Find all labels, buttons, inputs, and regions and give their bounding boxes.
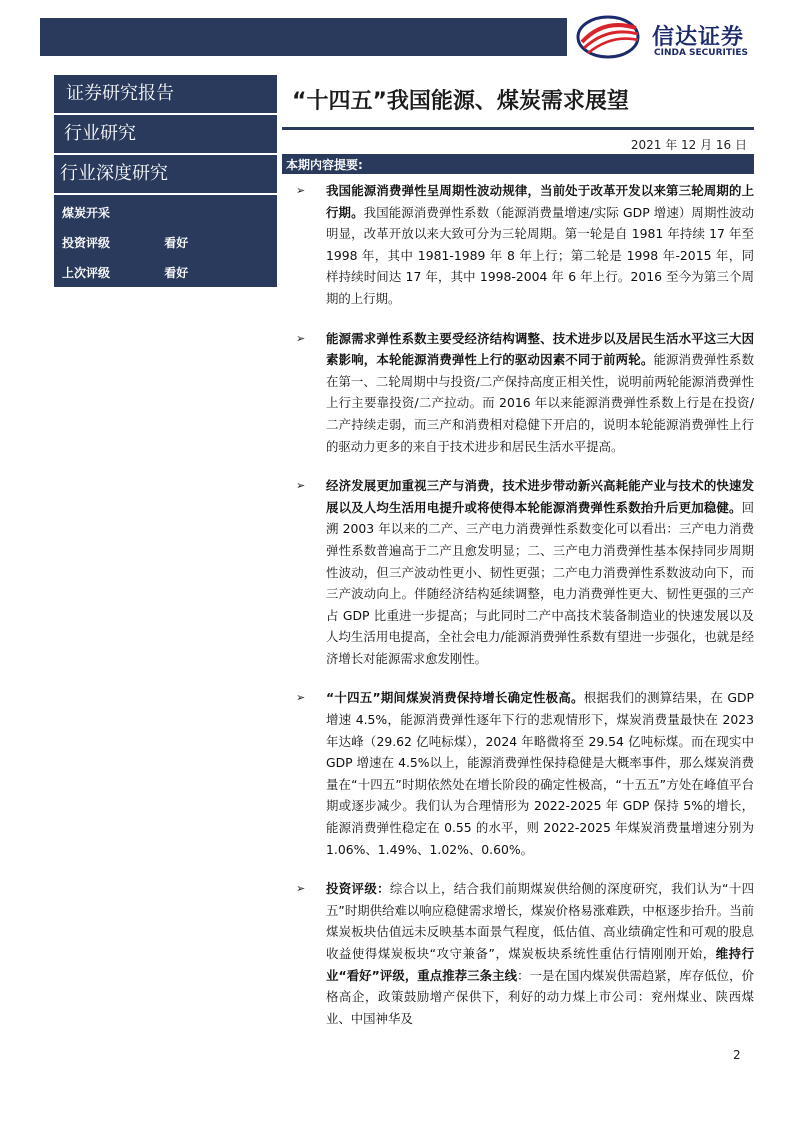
bullet-text: 综合以上，结合我们前期煤炭供给侧的深度研究，我们认为“十四五”时期供给难以响应稳健需求增长，煤炭价格易涨难跌，中枢逐步抬升。当前煤炭板块估值远未反映基本面景气程度，低估值、高业绩确定性和可观的股息收益使得煤炭板块“攻守兼备”，煤炭板块系统性重估行情刚刚开始， — [326, 881, 755, 961]
section-header — [282, 154, 754, 174]
rating-label: 投资评级 — [62, 236, 111, 250]
bullet-text-tail: ：一是在国内煤炭供需趋紧，库存低位，价格高企，政策鼓励增产保供下，利好的动力煤上市公司：兖州煤业、陕西煤业、中国神华及 — [326, 967, 755, 1026]
header-banner — [40, 18, 567, 56]
bullet-bold: 能源需求弹性系数主要受经济结构调整、技术进步以及居民生活水平这三大因素影响，本轮能源消费弹性上行的驱动因素不同于前两轮。 — [326, 330, 754, 368]
bullet-text: 能源消费弹性系数在第一、二轮周期中与投资/二产保持高度正相关性，说明前两轮能源消费弹性上行主要靠投资/二产拉动。而 2016 年以来能源消费弹性系数上行是在投资/二产持续走弱，而三产和消费相对稳健下开启的，说明本轮能源消费弹性上行的驱动力更多的来自于技术进步和居民生活水平提高。 — [326, 352, 755, 454]
summary-bullet — [286, 328, 754, 458]
report-date: 2021 年 12 月 16 日 — [630, 138, 747, 152]
subcategory-box: 行业深度研究 — [54, 155, 277, 193]
bullet-bold-inline: 维持行业“看好”评级，重点推荐三条主线 — [326, 946, 755, 983]
bullet-text: 回溯 2003 年以来的二产、三产电力消费弹性系数变化可以看出：三产电力消费弹性系数普遍高于二产且愈发明显；二、三产电力消费弹性基本保持同步周期性波动，但三产波动性更小、韧性更强；二产电力消费弹性系数波动向下，而三产波动向上。伴随经济结构延续调整，电力消费弹性更大、韧性更强的三产占 GDP 比重进一步提高；与此同时二产中高技术装备制造业的快速发展以及人均生活用电提高，全社会电力/能源消费弹性系数有望进一步强化，也就是经济增长对能源需求愈发刚性。 — [326, 499, 754, 666]
report-title: “十四五”我国能源、煤炭需求展望 — [292, 89, 629, 114]
summary-bullet — [286, 180, 754, 310]
prev-rating-value: 看好 — [164, 266, 189, 280]
summary-bullet — [286, 475, 754, 669]
prev-rating-label: 上次评级 — [62, 266, 111, 280]
report-type-box: 证券研究报告 — [54, 75, 277, 113]
bullet-bold: 投资评级： — [326, 881, 390, 897]
cinda-logo-icon — [574, 12, 646, 62]
bullet-text: 我国能源消费弹性系数（能源消费量增速/实际 GDP 增速）周期性波动明显，改革开放以来大致可分为三轮周期。第一轮是自 1981 年持续 17 年至 1998 年，其中 1981-1989 年 8 年上行；第二轮是 1998 年-2015 年，同样持续时间达 17 年，其中 1998-2004 年 6 年上行。2016 至今为第三个周期的上行期。 — [326, 204, 755, 306]
title-divider — [282, 127, 754, 130]
sidebar — [54, 75, 277, 287]
section-title: 本期内容提要: — [286, 158, 363, 172]
summary-content — [286, 180, 754, 1047]
rating-value: 看好 — [164, 236, 189, 250]
bullet-bold: 经济发展更加重视三产与消费，技术进步带动新兴高耗能产业与技术的快速发展以及人均生活用电提升或将使得本轮能源消费弹性系数抬升后更加稳健。 — [326, 478, 754, 515]
arrow-bullet-icon: ➢ — [296, 331, 306, 345]
arrow-bullet-icon: ➢ — [296, 479, 306, 493]
bullet-bold: 我国能源消费弹性呈周期性波动规律，当前处于改革开发以来第三轮周期的上行期。 — [326, 183, 754, 220]
sector-label: 煤炭开采 — [62, 206, 111, 220]
logo-chinese-name: 信达证券 — [652, 25, 745, 50]
logo-english-name: CINDA SECURITIES — [654, 48, 748, 58]
prev-rating-row — [62, 259, 269, 289]
bullet-text: 根据我们的测算结果，在 GDP 增速 4.5%，能源消费弹性逐年下行的悲观情形下，煤炭消费量最快在 2023 年达峰（29.62 亿吨标煤），2024 年略微将至 29.54 亿吨标煤。而在现实中 GDP 增速在 4.5%以上，能源消费弹性保持稳健是大概率事件，那么煤炭消费量在“十四五”时期依然处在增长阶段的确定性极高，“十五五”方处在峰值平台期或逐步减少。我们认为合理情形为 2022-2025 年 GDP 保持 5%的增长，能源消费弹性稳定在 0.55 的水平，则 2022-2025 年煤炭消费量增速分别为 1.06%、1.49%、1.02%、0.60%。 — [326, 690, 754, 857]
rating-panel — [54, 195, 277, 287]
bullet-bold: “十四五”期间煤炭消费保持增长确定性极高。 — [326, 690, 584, 706]
arrow-bullet-icon: ➢ — [296, 691, 306, 705]
sector-row — [62, 199, 269, 229]
summary-bullet — [286, 878, 754, 1029]
company-logo — [574, 12, 764, 62]
page-number: 2 — [733, 1048, 741, 1062]
category-box: 行业研究 — [54, 115, 277, 153]
rating-row — [62, 229, 269, 259]
summary-bullet — [286, 687, 754, 860]
arrow-bullet-icon: ➢ — [296, 184, 306, 197]
arrow-bullet-icon: ➢ — [296, 882, 306, 896]
